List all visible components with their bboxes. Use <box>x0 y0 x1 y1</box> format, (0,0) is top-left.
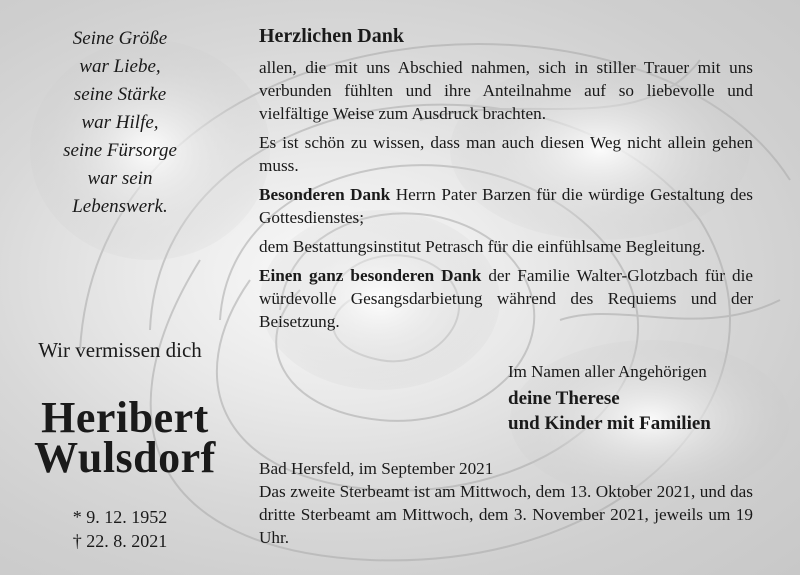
signoff-names <box>508 386 758 436</box>
thanks-text-rest: Herrn Pater Barzen für die würdige Gestaltung des Gottesdienstes; <box>259 185 753 227</box>
quote-line: war Hilfe, <box>81 112 159 133</box>
quote-line: seine Fürsorge <box>63 140 177 161</box>
life-dates <box>20 505 220 553</box>
place-date: Bad Hersfeld, im September 2021 <box>259 459 494 478</box>
service-info: Das zweite Sterbeamt ist am Mittwoch, dem 13. Oktober 2021, und das dritte Sterbeamt am Mittwoch, dem 3. November 2021, jeweils um 19 Uhr. <box>259 482 753 547</box>
deceased-name <box>10 393 240 482</box>
last-name: Wulsdorf <box>34 433 216 482</box>
birth-date: * 9. 12. 1952 <box>72 507 168 527</box>
quote-line: war Liebe, <box>79 56 161 77</box>
death-date: † 22. 8. 2021 <box>72 531 168 551</box>
bold-phrase: Einen ganz besonderen Dank <box>259 266 482 285</box>
memorial-quote <box>20 25 220 221</box>
signoff-name: deine Therese <box>508 388 620 409</box>
signoff-block <box>508 360 758 436</box>
thanks-paragraph <box>259 264 753 333</box>
quote-line: seine Stärke <box>73 84 167 105</box>
first-name: Heribert <box>41 393 209 442</box>
thanks-text <box>259 22 753 339</box>
bold-phrase: Besonderen Dank <box>259 185 391 204</box>
thanks-paragraph: dem Bestattungsinstitut Petrasch für die einfühlsame Begleitung. <box>259 237 706 256</box>
signoff-name: und Kinder mit Familien <box>508 413 711 434</box>
thanks-text-rest: der Familie Walter-Glotzbach für die würdevolle Gesangsdarbietung während des Requiems und der Beisetzung. <box>259 266 753 331</box>
quote-line: Seine Größe <box>72 28 168 49</box>
thanks-paragraph: allen, die mit uns Abschied nahmen, sich in stiller Trauer mit uns verbunden fühlten und ihre Anteilnahme auf so liebevolle und vielfältige Weise zum Ausdruck brachten. <box>259 58 753 123</box>
signoff-intro: Im Namen aller Angehörigen <box>508 362 707 381</box>
left-column <box>0 0 240 575</box>
thanks-paragraph <box>259 183 753 229</box>
footer-info <box>259 457 753 549</box>
thanks-paragraph: Es ist schön zu wissen, dass man auch diesen Weg nicht allein gehen muss. <box>259 133 753 175</box>
thanks-heading: Herzlichen Dank <box>259 25 404 47</box>
miss-you-line: Wir vermissen dich <box>38 338 202 362</box>
quote-line: Lebenswerk. <box>72 196 168 217</box>
quote-line: war sein <box>87 168 153 189</box>
